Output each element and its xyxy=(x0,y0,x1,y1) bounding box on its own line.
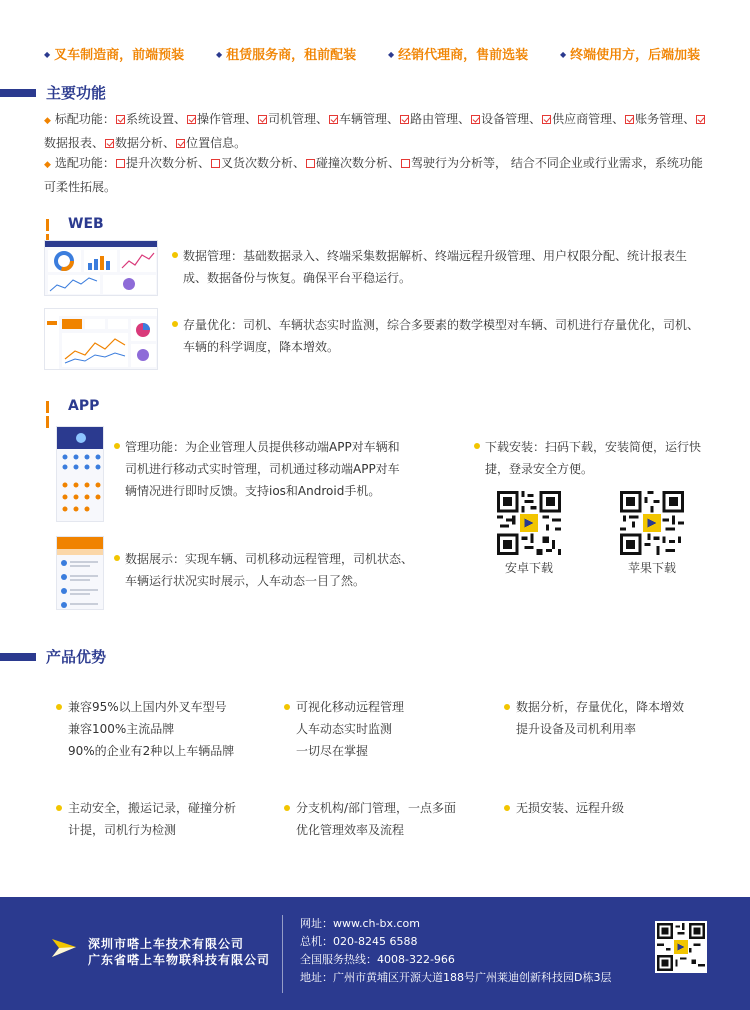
app-download-text: 下载安装：扫码下载，安装简便，运行快 捷，登录安全方便。 xyxy=(474,436,724,480)
inventory-preview-image xyxy=(45,309,158,370)
footer xyxy=(0,897,750,1010)
checkbox-empty-icon xyxy=(116,159,125,168)
web-inventory-text: 存量优化：司机、车辆状态实时监测，综合多要素的数学模型对车辆、司机进行存量优化，司机、 车辆的科学调度，降本增效。 xyxy=(172,314,712,358)
dashboard-preview-image xyxy=(45,241,158,296)
checkbox-checked-icon xyxy=(542,115,551,124)
advantage-item: 分支机构/部门管理，一点多面 优化管理效率及流程 xyxy=(284,797,494,841)
audience-item: ◆ 经销代理商，售前选装 xyxy=(388,48,529,63)
footer-qr-code[interactable] xyxy=(655,921,707,973)
yellow-dot-icon xyxy=(56,704,62,710)
advantage-item: 数据分析，存量优化，降本增效 提升设备及司机利用率 xyxy=(504,696,724,740)
footer-address: 地址：广州市黄埔区开源大道188号广州莱迪创新科技园D栋3层 xyxy=(300,971,612,984)
checkbox-checked-icon xyxy=(329,115,338,124)
qr-code-icon xyxy=(657,923,705,971)
audience-strip xyxy=(0,44,750,62)
checkbox-empty-icon xyxy=(401,159,410,168)
diamond-bullet-icon: ◆ xyxy=(44,116,51,126)
checkbox-checked-icon xyxy=(116,115,125,124)
advantage-item: 兼容95%以上国内外叉车型号 兼容100%主流品牌 90%的企业有2种以上车辆品牌 xyxy=(56,696,276,762)
yellow-dot-icon xyxy=(284,704,290,710)
audience-item: ◆ 终端使用方，后端加装 xyxy=(560,48,701,63)
company-name-1: 深圳市嗒上车技术有限公司 xyxy=(88,937,245,951)
checkbox-checked-icon xyxy=(258,115,267,124)
yellow-dot-icon xyxy=(284,805,290,811)
audience-item: ◆ 租赁服务商，租前配装 xyxy=(216,48,357,63)
diamond-icon: ◆ xyxy=(216,50,223,59)
checkbox-checked-icon xyxy=(696,115,705,124)
yellow-dot-icon xyxy=(114,555,120,561)
advantage-item: 无损安装、远程升级 xyxy=(504,797,724,819)
checkbox-empty-icon xyxy=(306,159,315,168)
footer-hotline: 全国服务热线：4008-322-966 xyxy=(300,953,455,966)
yellow-dot-icon xyxy=(114,443,120,449)
ios-download-label: 苹果下载 xyxy=(628,561,677,575)
android-download-label: 安卓下载 xyxy=(505,561,554,575)
checkbox-checked-icon xyxy=(471,115,480,124)
app-home-preview-image xyxy=(57,427,104,522)
diamond-bullet-icon: ◆ xyxy=(44,160,51,170)
standard-functions: ◆ 标配功能： 系统设置、 操作管理、 司机管理、 车辆管理、 路由管理、 设备管理、 供应商管理、 账务管理、数据报表、 数据分析、 位置信息。 xyxy=(44,108,714,154)
app-display-text: 数据展示：实现车辆、司机移动远程管理，司机状态、 车辆运行状况实时展示，人车动态一目了然。 xyxy=(114,548,434,592)
title-bar xyxy=(0,653,36,661)
footer-phone: 总机：020-8245 6588 xyxy=(300,935,418,948)
company-name-2: 广东省嗒上车物联科技有限公司 xyxy=(88,953,271,967)
audience-item: ◆ 叉车制造商，前端预装 xyxy=(44,48,185,63)
title-bar xyxy=(0,89,36,97)
yellow-dot-icon xyxy=(474,443,480,449)
checkbox-checked-icon xyxy=(187,115,196,124)
diamond-icon: ◆ xyxy=(560,50,567,59)
checkbox-checked-icon xyxy=(176,139,185,148)
app-display-screenshot xyxy=(56,536,104,610)
android-qr-code[interactable] xyxy=(497,491,561,555)
diamond-icon: ◆ xyxy=(44,50,51,59)
optional-functions: ◆ 选配功能： 提升次数分析、 叉货次数分析、 碰撞次数分析、 驾驶行为分析等， 结合不同企业或行业需求，系统功能可柔性拓展。 xyxy=(44,156,703,194)
app-management-screenshot xyxy=(56,426,104,522)
yellow-dot-icon xyxy=(56,805,62,811)
qr-code-icon xyxy=(497,491,561,555)
yellow-dot-icon xyxy=(504,704,510,710)
checkbox-checked-icon xyxy=(400,115,409,124)
web-inventory-screenshot xyxy=(44,308,158,370)
diamond-icon: ◆ xyxy=(388,50,395,59)
advantage-item: 可视化移动远程管理 人车动态实时监测 一切尽在掌握 xyxy=(284,696,494,762)
footer-website[interactable]: 网址：www.ch-bx.com xyxy=(300,917,420,930)
app-management-text: 管理功能：为企业管理人员提供移动端APP对车辆和 司机进行移动式实时管理，司机通过移动端APP对车 辆情况进行即时反馈。支持ios和Android手机。 xyxy=(114,436,414,502)
web-dashboard-screenshot xyxy=(44,240,158,296)
company-logo-icon xyxy=(50,935,80,961)
ios-qr-code[interactable] xyxy=(620,491,684,555)
checkbox-empty-icon xyxy=(211,159,220,168)
qr-code-icon xyxy=(620,491,684,555)
footer-divider xyxy=(282,915,283,993)
checkbox-checked-icon xyxy=(105,139,114,148)
advantage-item: 主动安全，搬运记录，碰撞分析 计提，司机行为检测 xyxy=(56,797,276,841)
title-bars-icon xyxy=(46,401,52,431)
app-list-preview-image xyxy=(57,537,104,610)
yellow-dot-icon xyxy=(172,321,178,327)
yellow-dot-icon xyxy=(504,805,510,811)
web-data-management-text: 数据管理：基础数据录入、终端采集数据解析、终端远程升级管理、用户权限分配、统计报表生 成、数据备份与恢复。确保平台平稳运行。 xyxy=(172,245,712,289)
checkbox-checked-icon xyxy=(625,115,634,124)
yellow-dot-icon xyxy=(172,252,178,258)
